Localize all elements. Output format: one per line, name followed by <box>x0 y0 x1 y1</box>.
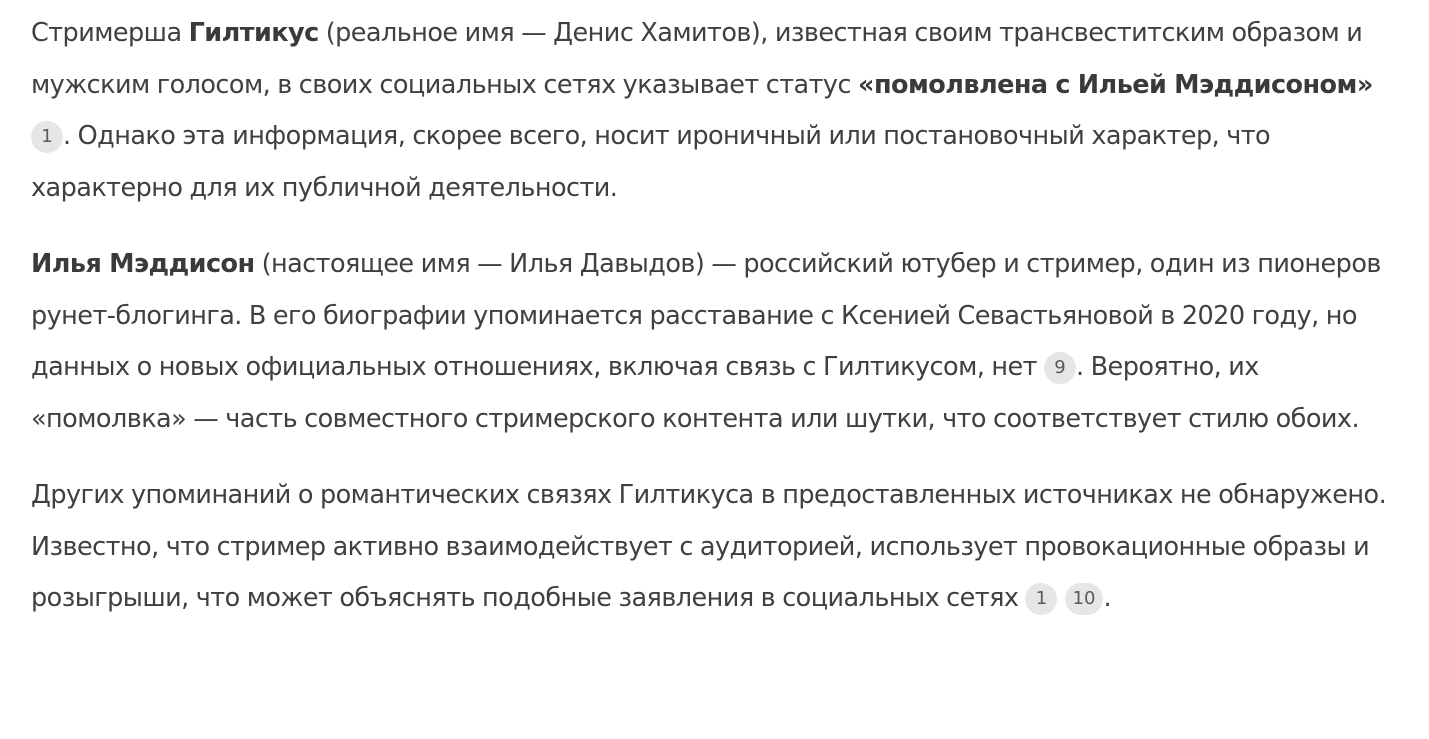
text-run: (реальное имя — Денис Хамитов), известная своим трансвеститским образом и мужским голосом, в своих социальных сетях указывает статус <box>31 18 1363 100</box>
citation-badge[interactable]: 9 <box>1044 352 1076 384</box>
citation-badge[interactable]: 1 <box>31 121 63 153</box>
bold-name-maddison: Илья Мэддисон <box>31 249 255 279</box>
paragraph-1 <box>31 8 1411 214</box>
paragraph-2 <box>31 239 1411 445</box>
text-run: . Вероятно, их «помолвка» — часть совместного стримерского контента или шутки, что соответствует стилю обоих. <box>31 352 1360 434</box>
bold-quote-engaged: «помолвлена с Ильей Мэддисоном» <box>858 69 1373 100</box>
text-run: Стримерша <box>31 18 189 48</box>
chat-answer-text <box>31 8 1411 625</box>
text-run: Других упоминаний о романтических связях Гилтикуса в предоставленных источниках не обнаружено. Известно, что стример активно взаимодействует с аудиторией, использует провокационные образы и розыгрыши, что может объяснять подобные заявления в социальных сетях <box>31 480 1387 613</box>
citation-badge[interactable]: 10 <box>1065 583 1104 615</box>
bold-name-giltikus: Гилтикус <box>188 18 319 48</box>
text-run: . Однако эта информация, скорее всего, носит ироничный или постановочный характер, что характерно для их публичной деятельности. <box>31 121 1271 203</box>
text-run: . <box>1103 583 1111 613</box>
citation-badge[interactable]: 1 <box>1025 583 1057 615</box>
text-run: (настоящее имя — Илья Давыдов) — российский ютубер и стример, один из пионеров рунет-блогинга. В его биографии упоминается расставание с Ксенией Севастьяновой в 2020 году, но данных о новых официальных отношениях, включая связь с Гилтикусом, нет <box>31 249 1381 382</box>
paragraph-3 <box>31 470 1411 625</box>
